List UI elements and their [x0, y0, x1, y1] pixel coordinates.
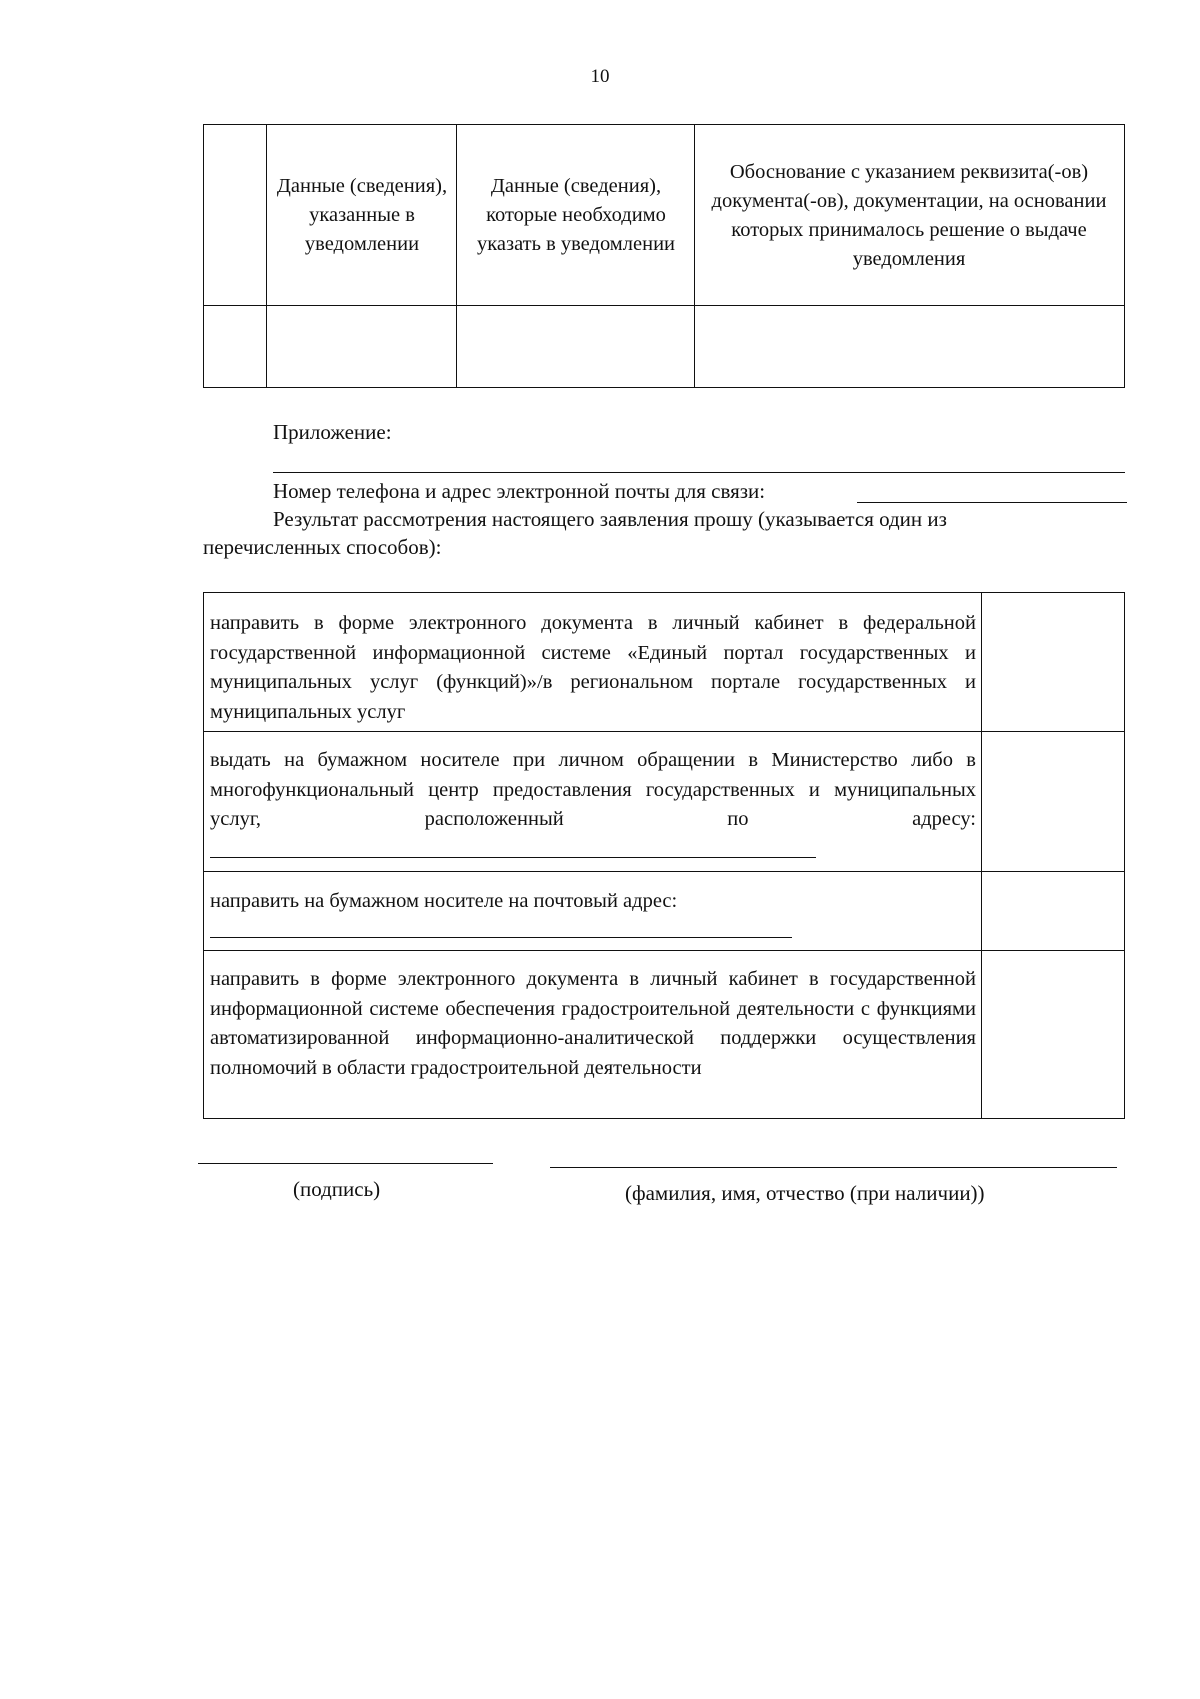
corrections-table-empty-row — [204, 306, 1124, 387]
page-number: 10 — [590, 66, 610, 87]
header-cell-notified-data: Данные (сведения), указанные в уведомлении — [276, 175, 448, 255]
contact-field-line[interactable] — [857, 502, 1127, 503]
header-cell-justification: Обоснование с указанием реквизита(-ов) документа(-ов), документации, на основании которых принималось решение о выдаче уведомления — [711, 160, 1107, 270]
delivery-option-row — [204, 593, 1124, 732]
table-cell[interactable] — [457, 306, 695, 387]
result-request-line1: Результат рассмотрения настоящего заявления прошу (указывается один из — [273, 507, 947, 531]
header-cell-required-data: Данные (сведения), которые необходимо указать в уведомлении — [476, 175, 676, 255]
table-cell[interactable] — [267, 306, 457, 387]
signature-caption: (подпись) — [293, 1177, 381, 1201]
delivery-option-row — [204, 872, 1124, 951]
corrections-table-header-row — [204, 125, 1124, 306]
column-divider — [266, 125, 267, 387]
signature-field-line[interactable] — [198, 1163, 493, 1164]
contact-label: Номер телефона и адрес электронной почты для связи: — [273, 479, 766, 503]
delivery-option-text: выдать на бумажном носителе при личном обращении в Министерство либо в многофункциональный центр предоставления государственных и муниципальных услуг, расположенный по адресу: — [210, 749, 976, 830]
address-field-line[interactable] — [210, 857, 816, 858]
delivery-option-checkbox[interactable] — [981, 732, 1124, 871]
delivery-option-checkbox[interactable] — [981, 872, 1124, 950]
delivery-option-text: направить в форме электронного документа в личный кабинет в федеральной государственной информационной системе «Единый портал государственных и муниципальных услуг (функций)»/в региональном портале государственных и муниципальных услуг — [210, 612, 976, 723]
result-request-line2: перечисленных способов): — [203, 535, 442, 559]
delivery-option-checkbox[interactable] — [981, 951, 1124, 1118]
table-cell[interactable] — [695, 306, 1123, 387]
delivery-option-row — [204, 951, 1124, 1118]
full-name-field-line[interactable] — [550, 1167, 1117, 1168]
attachment-label: Приложение: — [273, 420, 392, 444]
delivery-option-text: направить на бумажном носителе на почтовый адрес: — [210, 890, 678, 912]
postal-address-field-line[interactable] — [210, 937, 792, 938]
table-cell[interactable] — [204, 306, 267, 387]
delivery-option-text: направить в форме электронного документа в личный кабинет в государственной информационной системе обеспечения градостроительной деятельности с функциями автоматизированной информационно-аналитической поддержки осуществления полномочий в области градостроительной деятельности — [210, 968, 976, 1079]
full-name-caption: (фамилия, имя, отчество (при наличии)) — [625, 1181, 985, 1205]
delivery-option-checkbox[interactable] — [981, 593, 1124, 731]
delivery-options-table — [203, 592, 1125, 1119]
column-divider — [456, 125, 457, 387]
attachment-field-line[interactable] — [273, 472, 1125, 473]
corrections-table — [203, 124, 1125, 388]
header-cell-number — [204, 125, 267, 306]
delivery-option-row — [204, 732, 1124, 872]
column-divider — [694, 125, 695, 387]
